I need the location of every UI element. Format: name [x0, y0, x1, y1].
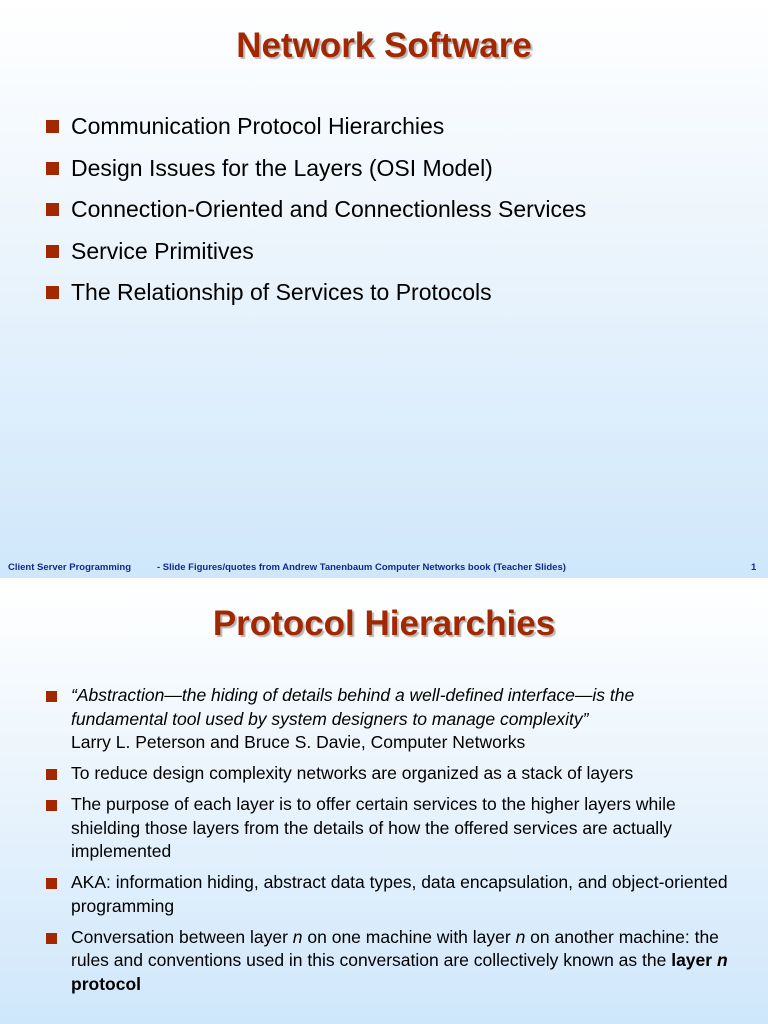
- square-bullet-icon: [46, 691, 57, 702]
- square-bullet-icon: [46, 800, 57, 811]
- quote-attribution: Larry L. Peterson and Bruce S. Davie, Computer Networks: [71, 732, 526, 752]
- square-bullet-icon: [46, 120, 59, 133]
- bullet-item: [46, 237, 746, 279]
- text-run-bold: layer: [671, 950, 717, 970]
- bullet-item: [46, 112, 746, 154]
- page-number: 1: [751, 562, 757, 573]
- bullet-item: [46, 154, 746, 196]
- square-bullet-icon: [46, 878, 57, 889]
- square-bullet-icon: [46, 203, 59, 216]
- bullet-text: The purpose of each layer is to offer certain services to the higher layers while shielding those layers from the details of how the offered services are actually implemented: [71, 794, 676, 861]
- slide-title: Network Software: [236, 26, 532, 65]
- text-run: Conversation between layer: [71, 926, 293, 947]
- text-run: on one machine with layer: [302, 926, 516, 947]
- bullet-item: [46, 195, 746, 237]
- bullet-text: [71, 927, 728, 994]
- text-run-bold-italic: n: [716, 950, 728, 970]
- slide-footer: [0, 562, 768, 576]
- bullet-item: [46, 926, 736, 997]
- text-run-italic: n: [292, 926, 303, 947]
- square-bullet-icon: [46, 933, 57, 944]
- bullet-text: Design Issues for the Layers (OSI Model): [71, 154, 493, 181]
- quote-text: fundamental tool used by system designers to manage complexity”: [71, 708, 589, 729]
- text-run-italic: n: [515, 926, 526, 947]
- square-bullet-icon: [46, 245, 59, 258]
- bullet-text: Connection-Oriented and Connectionless Services: [71, 196, 587, 222]
- bullet-item: [46, 684, 736, 755]
- footer-course: Client Server Programming: [8, 562, 132, 573]
- bullet-item: [46, 278, 746, 320]
- footer-source: - Slide Figures/quotes from Andrew Tanenbaum Computer Networks book (Teacher Slides): [157, 562, 566, 573]
- bullet-item: [46, 762, 736, 786]
- bullet-text: Service Primitives: [71, 237, 254, 264]
- slide-title: Protocol Hierarchies: [212, 604, 556, 643]
- text-run: on another machine: the rules and conventions used in this conversation are collectively known as the: [71, 926, 719, 970]
- square-bullet-icon: [46, 162, 59, 175]
- bullet-item: [46, 793, 736, 864]
- bullet-item: [46, 871, 736, 918]
- bullet-text: The Relationship of Services to Protocols: [71, 279, 492, 305]
- bullet-list: [46, 684, 736, 1004]
- slide-2: [0, 584, 768, 1024]
- bullet-list: [46, 112, 746, 320]
- bullet-text: Communication Protocol Hierarchies: [71, 113, 445, 139]
- text-run-bold: protocol: [71, 973, 141, 994]
- square-bullet-icon: [46, 769, 57, 780]
- bullet-text: AKA: information hiding, abstract data types, data encapsulation, and object-oriented programming: [71, 872, 728, 916]
- bullet-text: To reduce design complexity networks are organized as a stack of layers: [71, 763, 634, 783]
- quote-text: “Abstraction—the hiding of details behind a well-defined interface—is the: [71, 685, 635, 705]
- square-bullet-icon: [46, 286, 59, 299]
